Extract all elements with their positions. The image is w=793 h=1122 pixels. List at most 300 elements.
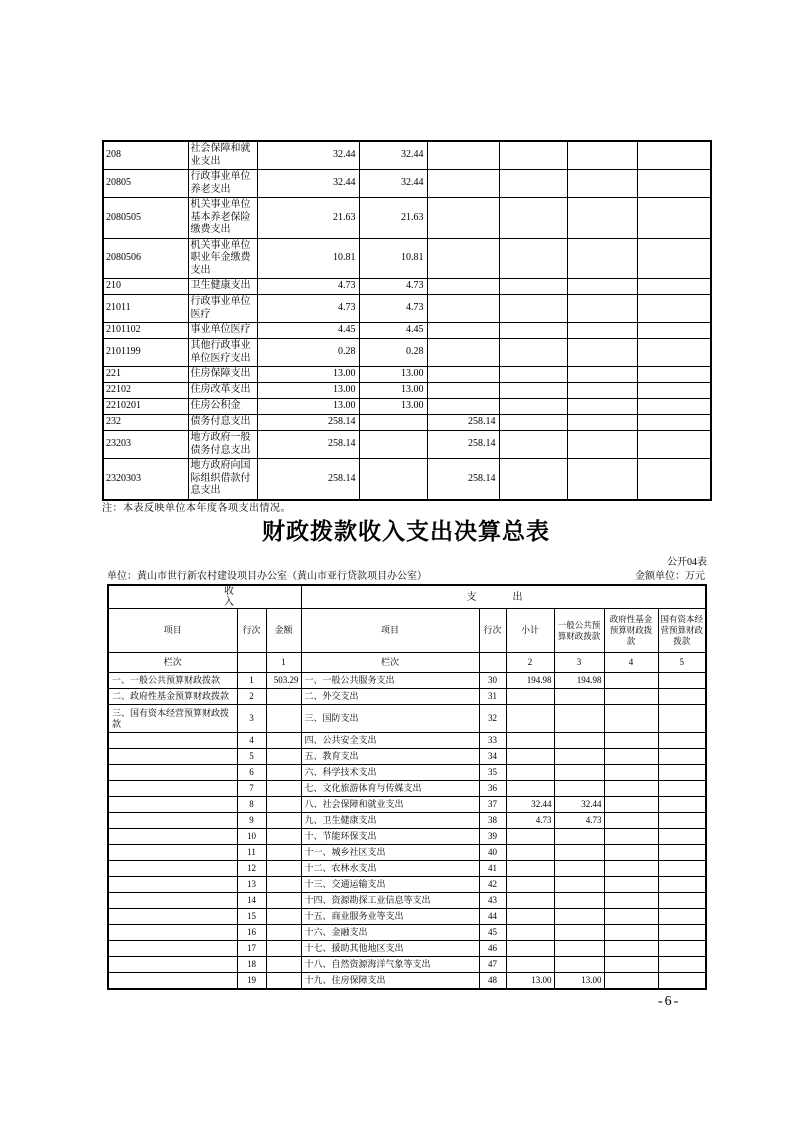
amount-cell <box>554 733 604 749</box>
line-cell: 44 <box>479 909 506 925</box>
table-row <box>108 653 706 673</box>
income-item-cell <box>108 813 237 829</box>
amount-cell: 4.73 <box>506 813 554 829</box>
name-cell: 住房公积金 <box>188 399 257 415</box>
name-cell: 行政事业单位养老支出 <box>188 170 257 198</box>
table-row <box>108 781 706 797</box>
expense-item-cell: 十八、自然资源海洋气象等支出 <box>301 957 479 973</box>
amount-cell: 13.00 <box>257 383 359 399</box>
amount-cell <box>567 399 637 415</box>
amount-cell <box>637 198 711 239</box>
amount-cell <box>506 941 554 957</box>
amount-cell <box>266 957 301 973</box>
amount-cell <box>658 689 706 705</box>
amount-cell <box>499 295 567 323</box>
amount-cell <box>266 861 301 877</box>
expense-item-cell: 五、教育支出 <box>301 749 479 765</box>
amount-cell <box>554 877 604 893</box>
amount-cell <box>604 689 658 705</box>
name-cell: 住房保障支出 <box>188 367 257 383</box>
doc-number-label: 公开04表 <box>667 557 707 568</box>
amount-cell <box>658 861 706 877</box>
amount-cell <box>266 845 301 861</box>
col-index-cell: 1 <box>266 653 301 673</box>
income-group-header: 收入 <box>108 585 301 609</box>
amount-cell: 0.28 <box>359 339 427 367</box>
line-cell: 32 <box>479 705 506 733</box>
amount-cell: 32.44 <box>554 797 604 813</box>
amount-cell <box>604 829 658 845</box>
amount-cell <box>506 733 554 749</box>
line-cell: 9 <box>237 813 266 829</box>
amount-cell: 21.63 <box>359 198 427 239</box>
code-cell: 2210201 <box>103 399 188 415</box>
line-cell: 19 <box>237 973 266 989</box>
code-cell: 20805 <box>103 170 188 198</box>
line-cell: 2 <box>237 689 266 705</box>
amount-cell <box>427 323 499 339</box>
amount-cell: 32.44 <box>506 797 554 813</box>
amount-cell <box>506 829 554 845</box>
amount-cell <box>266 705 301 733</box>
col-index-cell <box>237 653 266 673</box>
amount-unit-label: 金额单位：万元 <box>635 571 705 582</box>
col-header: 行次 <box>237 609 266 653</box>
line-cell: 39 <box>479 829 506 845</box>
amount-cell: 32.44 <box>257 141 359 170</box>
table-row <box>108 673 706 689</box>
amount-cell <box>567 295 637 323</box>
amount-cell <box>506 765 554 781</box>
amount-cell <box>506 925 554 941</box>
table-row <box>108 813 706 829</box>
amount-cell <box>658 733 706 749</box>
name-cell: 机关事业单位基本养老保险缴费支出 <box>188 198 257 239</box>
amount-cell: 10.81 <box>257 238 359 279</box>
expense-item-cell: 十三、交通运输支出 <box>301 877 479 893</box>
amount-cell <box>658 673 706 689</box>
amount-cell <box>658 813 706 829</box>
income-item-cell: 三、国有资本经营预算财政拨款 <box>108 705 237 733</box>
line-cell: 48 <box>479 973 506 989</box>
amount-cell <box>604 957 658 973</box>
amount-cell: 4.45 <box>359 323 427 339</box>
expense-item-cell: 十七、援助其他地区支出 <box>301 941 479 957</box>
line-cell: 36 <box>479 781 506 797</box>
amount-cell <box>506 749 554 765</box>
amount-cell: 32.44 <box>359 141 427 170</box>
line-cell: 13 <box>237 877 266 893</box>
amount-cell <box>554 941 604 957</box>
income-item-cell <box>108 765 237 781</box>
amount-cell <box>658 749 706 765</box>
amount-cell <box>499 431 567 459</box>
amount-cell <box>506 705 554 733</box>
amount-cell <box>499 141 567 170</box>
line-cell: 30 <box>479 673 506 689</box>
amount-cell <box>506 781 554 797</box>
amount-cell <box>637 415 711 431</box>
line-cell: 47 <box>479 957 506 973</box>
amount-cell <box>658 973 706 989</box>
amount-cell <box>658 941 706 957</box>
table-row <box>103 339 711 367</box>
col-index-cell: 栏次 <box>301 653 479 673</box>
line-cell: 43 <box>479 893 506 909</box>
line-cell: 11 <box>237 845 266 861</box>
amount-cell <box>499 198 567 239</box>
amount-cell <box>506 893 554 909</box>
amount-cell <box>427 170 499 198</box>
amount-cell <box>567 198 637 239</box>
amount-cell <box>658 765 706 781</box>
name-cell: 社会保障和就业支出 <box>188 141 257 170</box>
amount-cell: 21.63 <box>257 198 359 239</box>
line-cell: 31 <box>479 689 506 705</box>
amount-cell <box>554 909 604 925</box>
amount-cell <box>554 925 604 941</box>
amount-cell <box>658 797 706 813</box>
col-index-cell: 5 <box>658 653 706 673</box>
amount-cell <box>554 893 604 909</box>
amount-cell <box>567 141 637 170</box>
amount-cell <box>567 170 637 198</box>
table-row <box>108 909 706 925</box>
name-cell: 住房改革支出 <box>188 383 257 399</box>
table-row <box>108 689 706 705</box>
amount-cell <box>359 459 427 500</box>
amount-cell <box>604 813 658 829</box>
col-index-cell: 栏次 <box>108 653 237 673</box>
line-cell: 8 <box>237 797 266 813</box>
amount-cell: 4.73 <box>257 279 359 295</box>
amount-cell <box>637 295 711 323</box>
amount-cell <box>567 238 637 279</box>
expense-item-cell: 三、国防支出 <box>301 705 479 733</box>
amount-cell: 258.14 <box>427 459 499 500</box>
amount-cell <box>554 829 604 845</box>
table-row <box>108 797 706 813</box>
name-cell: 行政事业单位医疗 <box>188 295 257 323</box>
expense-item-cell: 十、节能环保支出 <box>301 829 479 845</box>
name-cell: 其他行政事业单位医疗支出 <box>188 339 257 367</box>
amount-cell <box>499 367 567 383</box>
income-item-cell: 二、政府性基金预算财政拨款 <box>108 689 237 705</box>
amount-cell <box>567 459 637 500</box>
amount-cell <box>266 877 301 893</box>
code-cell: 210 <box>103 279 188 295</box>
amount-cell <box>604 765 658 781</box>
expense-item-cell: 八、社会保障和就业支出 <box>301 797 479 813</box>
amount-cell <box>266 909 301 925</box>
amount-cell: 4.73 <box>359 295 427 323</box>
amount-cell <box>554 765 604 781</box>
amount-cell <box>658 909 706 925</box>
income-item-cell <box>108 957 237 973</box>
amount-cell <box>658 829 706 845</box>
income-item-cell <box>108 829 237 845</box>
amount-cell <box>427 238 499 279</box>
amount-cell <box>266 781 301 797</box>
col-header: 政府性基金预算财政拨款 <box>604 609 658 653</box>
expense-item-cell: 九、卫生健康支出 <box>301 813 479 829</box>
name-cell: 债务付息支出 <box>188 415 257 431</box>
col-header: 小计 <box>506 609 554 653</box>
line-cell: 18 <box>237 957 266 973</box>
amount-cell <box>637 459 711 500</box>
amount-cell: 194.98 <box>506 673 554 689</box>
line-cell: 46 <box>479 941 506 957</box>
table-row <box>108 877 706 893</box>
amount-cell <box>506 689 554 705</box>
table-row <box>103 431 711 459</box>
amount-cell <box>427 198 499 239</box>
income-item-cell <box>108 941 237 957</box>
amount-cell <box>567 323 637 339</box>
amount-cell: 32.44 <box>257 170 359 198</box>
amount-cell <box>604 909 658 925</box>
amount-cell: 4.73 <box>359 279 427 295</box>
amount-cell: 258.14 <box>257 415 359 431</box>
name-cell: 卫生健康支出 <box>188 279 257 295</box>
amount-cell <box>359 415 427 431</box>
col-header: 一般公共预算财政拨款 <box>554 609 604 653</box>
amount-cell <box>567 415 637 431</box>
amount-cell <box>604 673 658 689</box>
name-cell: 地方政府向国际组织借款付息支出 <box>188 459 257 500</box>
line-cell: 42 <box>479 877 506 893</box>
amount-cell <box>658 705 706 733</box>
income-item-cell <box>108 893 237 909</box>
amount-cell: 258.14 <box>427 431 499 459</box>
col-header: 项目 <box>108 609 237 653</box>
amount-cell <box>427 383 499 399</box>
amount-cell <box>506 877 554 893</box>
name-cell: 地方政府一般债务付息支出 <box>188 431 257 459</box>
fiscal-summary-table <box>107 584 707 990</box>
table-row <box>108 733 706 749</box>
amount-cell: 194.98 <box>554 673 604 689</box>
amount-cell <box>427 141 499 170</box>
amount-cell <box>499 279 567 295</box>
amount-cell <box>266 973 301 989</box>
table-row <box>108 585 706 609</box>
expense-item-cell: 十一、城乡社区支出 <box>301 845 479 861</box>
amount-cell <box>499 415 567 431</box>
income-item-cell <box>108 797 237 813</box>
income-item-cell <box>108 733 237 749</box>
line-cell: 17 <box>237 941 266 957</box>
income-item-cell <box>108 973 237 989</box>
income-item-cell <box>108 877 237 893</box>
amount-cell <box>266 941 301 957</box>
amount-cell: 13.00 <box>359 367 427 383</box>
expense-item-cell: 一、一般公共服务支出 <box>301 673 479 689</box>
income-item-cell <box>108 909 237 925</box>
expenditure-detail-table <box>102 140 712 501</box>
code-cell: 221 <box>103 367 188 383</box>
amount-cell <box>506 957 554 973</box>
amount-cell <box>567 339 637 367</box>
line-cell: 16 <box>237 925 266 941</box>
amount-cell: 4.45 <box>257 323 359 339</box>
line-cell: 14 <box>237 893 266 909</box>
amount-cell <box>567 279 637 295</box>
amount-cell <box>637 141 711 170</box>
amount-cell <box>499 399 567 415</box>
code-cell: 208 <box>103 141 188 170</box>
amount-cell <box>554 689 604 705</box>
table-row <box>108 765 706 781</box>
amount-cell <box>604 749 658 765</box>
amount-cell <box>658 781 706 797</box>
income-item-cell <box>108 749 237 765</box>
line-cell: 15 <box>237 909 266 925</box>
line-cell: 4 <box>237 733 266 749</box>
amount-cell <box>637 170 711 198</box>
line-cell: 7 <box>237 781 266 797</box>
amount-cell <box>499 339 567 367</box>
amount-cell <box>266 925 301 941</box>
amount-cell <box>554 861 604 877</box>
expense-item-cell: 十二、农林水支出 <box>301 861 479 877</box>
amount-cell: 13.00 <box>359 399 427 415</box>
amount-cell <box>499 383 567 399</box>
table-row <box>108 845 706 861</box>
amount-cell: 258.14 <box>427 415 499 431</box>
amount-cell <box>637 339 711 367</box>
code-cell: 22102 <box>103 383 188 399</box>
line-cell: 33 <box>479 733 506 749</box>
table-row <box>108 925 706 941</box>
amount-cell <box>499 170 567 198</box>
code-cell: 2101199 <box>103 339 188 367</box>
line-cell: 35 <box>479 765 506 781</box>
code-cell: 2080505 <box>103 198 188 239</box>
amount-cell <box>266 893 301 909</box>
income-item-cell <box>108 925 237 941</box>
amount-cell: 10.81 <box>359 238 427 279</box>
amount-cell <box>604 705 658 733</box>
col-header: 行次 <box>479 609 506 653</box>
amount-cell <box>567 367 637 383</box>
amount-cell <box>604 925 658 941</box>
amount-cell: 13.00 <box>359 383 427 399</box>
income-item-cell: 一、一般公共预算财政拨款 <box>108 673 237 689</box>
amount-cell <box>658 925 706 941</box>
table-row <box>103 459 711 500</box>
col-index-cell <box>479 653 506 673</box>
table-row <box>103 415 711 431</box>
line-cell: 5 <box>237 749 266 765</box>
amount-cell <box>427 367 499 383</box>
income-item-cell <box>108 845 237 861</box>
line-cell: 34 <box>479 749 506 765</box>
expense-item-cell: 六、科学技术支出 <box>301 765 479 781</box>
amount-cell <box>637 323 711 339</box>
table-row <box>103 323 711 339</box>
col-header: 项目 <box>301 609 479 653</box>
table-row <box>108 749 706 765</box>
table-row <box>108 829 706 845</box>
amount-cell <box>499 459 567 500</box>
income-item-cell <box>108 781 237 797</box>
col-index-cell: 3 <box>554 653 604 673</box>
table-row <box>108 957 706 973</box>
amount-cell <box>554 957 604 973</box>
amount-cell <box>266 813 301 829</box>
line-cell: 6 <box>237 765 266 781</box>
amount-cell: 13.00 <box>257 399 359 415</box>
amount-cell <box>266 733 301 749</box>
line-cell: 12 <box>237 861 266 877</box>
amount-cell <box>637 399 711 415</box>
col-index-cell: 2 <box>506 653 554 673</box>
code-cell: 21011 <box>103 295 188 323</box>
amount-cell <box>427 295 499 323</box>
table-note: 注：本表反映单位本年度各项支出情况。 <box>102 503 291 514</box>
line-cell: 38 <box>479 813 506 829</box>
amount-cell <box>554 749 604 765</box>
amount-cell <box>637 367 711 383</box>
amount-cell <box>427 399 499 415</box>
table-row <box>108 705 706 733</box>
table-row <box>108 861 706 877</box>
amount-cell: 13.00 <box>506 973 554 989</box>
table-row <box>108 973 706 989</box>
amount-cell <box>266 749 301 765</box>
table-row <box>103 399 711 415</box>
amount-cell: 13.00 <box>554 973 604 989</box>
expense-item-cell: 四、公共安全支出 <box>301 733 479 749</box>
line-cell: 1 <box>237 673 266 689</box>
table-row <box>103 367 711 383</box>
amount-cell <box>359 431 427 459</box>
col-header: 国有资本经营预算财政拨款 <box>658 609 706 653</box>
expense-item-cell: 十九、住房保障支出 <box>301 973 479 989</box>
amount-cell <box>266 829 301 845</box>
amount-cell <box>658 893 706 909</box>
line-cell: 3 <box>237 705 266 733</box>
expense-item-cell: 十五、商业服务业等支出 <box>301 909 479 925</box>
amount-cell <box>567 431 637 459</box>
name-cell: 事业单位医疗 <box>188 323 257 339</box>
line-cell: 10 <box>237 829 266 845</box>
amount-cell <box>637 238 711 279</box>
table-row <box>108 893 706 909</box>
expense-item-cell: 十六、金融支出 <box>301 925 479 941</box>
col-index-cell: 4 <box>604 653 658 673</box>
amount-cell <box>604 733 658 749</box>
amount-cell <box>604 845 658 861</box>
expense-item-cell: 七、文化旅游体育与传媒支出 <box>301 781 479 797</box>
amount-cell: 13.00 <box>257 367 359 383</box>
line-cell: 45 <box>479 925 506 941</box>
amount-cell <box>658 877 706 893</box>
code-cell: 2320303 <box>103 459 188 500</box>
table-row <box>103 383 711 399</box>
table-row <box>103 170 711 198</box>
code-cell: 2101102 <box>103 323 188 339</box>
unit-label: 单位：黄山市世行新农村建设项目办公室（黄山市亚行贷款项目办公室） <box>107 571 427 582</box>
amount-cell <box>266 765 301 781</box>
amount-cell <box>604 781 658 797</box>
table-row <box>103 238 711 279</box>
amount-cell: 258.14 <box>257 459 359 500</box>
amount-cell <box>658 957 706 973</box>
code-cell: 2080506 <box>103 238 188 279</box>
line-cell: 37 <box>479 797 506 813</box>
